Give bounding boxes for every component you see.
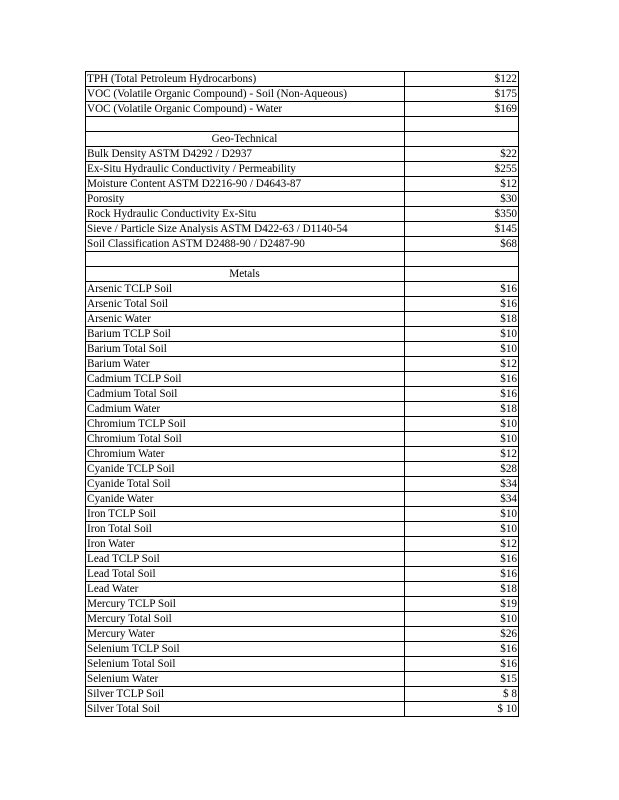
item-name: Arsenic Total Soil [87,298,169,310]
cell-border-right [518,432,519,447]
cell-border-left [85,252,86,267]
cell-border-mid [404,222,405,237]
cell-border-left [85,687,86,702]
cell-border-mid [404,702,405,717]
cell-border-left [85,87,86,102]
cell-border-left [85,237,86,252]
cell-border-mid [404,267,405,282]
cell-border-right [518,327,519,342]
item-price: $10 [500,418,517,430]
table-row [85,537,519,552]
item-price: $68 [500,238,517,250]
cell-border-right [518,402,519,417]
cell-border-mid [404,477,405,492]
item-price: $16 [500,388,517,400]
cell-border-mid [404,87,405,102]
table-row [85,357,519,372]
item-price: $10 [500,433,517,445]
cell-border-right [518,522,519,537]
cell-border-right [518,417,519,432]
table-row [85,402,519,417]
item-name: Bulk Density ASTM D4292 / D2937 [87,148,253,160]
item-name: Silver TCLP Soil [87,688,165,700]
cell-border-right [518,147,519,162]
cell-border-right [518,447,519,462]
cell-border-mid [404,357,405,372]
cell-border-left [85,417,86,432]
cell-border-left [85,657,86,672]
table-row [85,192,519,207]
cell-border-right [518,297,519,312]
table-row [85,582,519,597]
item-price: $12 [500,178,517,190]
cell-border-mid [404,462,405,477]
cell-border-left [85,582,86,597]
item-name: Barium Water [87,358,150,370]
item-name: Cadmium Total Soil [87,388,178,400]
cell-border-left [85,117,86,132]
cell-border-left [85,222,86,237]
table-row [85,522,519,537]
cell-border-left [85,162,86,177]
item-name: Barium Total Soil [87,343,167,355]
table-row [85,492,519,507]
cell-border-mid [404,642,405,657]
cell-border-mid [404,237,405,252]
item-name: Chromium TCLP Soil [87,418,186,430]
cell-border-mid [404,402,405,417]
table-row [85,447,519,462]
cell-border-right [518,477,519,492]
item-price: $18 [500,403,517,415]
cell-border-mid [404,192,405,207]
table-row [85,327,519,342]
cell-border-left [85,477,86,492]
cell-border-right [518,687,519,702]
cell-border-left [85,357,86,372]
item-price: $16 [500,283,517,295]
cell-border-left [85,402,86,417]
cell-border-left [85,327,86,342]
item-price: $10 [500,508,517,520]
item-name: Chromium Total Soil [87,433,182,445]
table-row [85,147,519,162]
cell-border-mid [404,447,405,462]
table-row [85,312,519,327]
cell-border-mid [404,177,405,192]
cell-border-mid [404,582,405,597]
item-name: Porosity [87,193,125,205]
item-name: Cadmium Water [87,403,161,415]
item-price: $30 [500,193,517,205]
cell-border-right [518,597,519,612]
item-name: Iron TCLP Soil [87,508,156,520]
cell-border-left [85,642,86,657]
cell-border-right [518,507,519,522]
item-name: VOC (Volatile Organic Compound) - Water [87,103,283,115]
item-price: $16 [500,658,517,670]
cell-border-mid [404,297,405,312]
item-name: Ex-Situ Hydraulic Conductivity / Permeability [87,163,296,175]
item-price: $350 [494,208,517,220]
cell-border-right [518,132,519,147]
cell-border-right [518,582,519,597]
cell-border-left [85,432,86,447]
cell-border-right [518,672,519,687]
cell-border-right [518,117,519,132]
table-row [85,702,519,717]
item-name: Moisture Content ASTM D2216-90 / D4643-87 [87,178,302,190]
item-name: Barium TCLP Soil [87,328,171,340]
cell-border-right [518,612,519,627]
cell-border-mid [404,627,405,642]
table-row [85,237,519,252]
item-name: Arsenic TCLP Soil [87,283,173,295]
table-row [85,342,519,357]
cell-border-right [518,87,519,102]
cell-border-mid [404,312,405,327]
item-name: Selenium TCLP Soil [87,643,180,655]
cell-border-right [518,627,519,642]
item-price: $16 [500,553,517,565]
item-price: $10 [500,328,517,340]
table-row [85,642,519,657]
cell-border-right [518,462,519,477]
cell-border-left [85,372,86,387]
item-price: $16 [500,373,517,385]
item-price: $16 [500,298,517,310]
item-name: Cyanide Water [87,493,154,505]
cell-border-left [85,597,86,612]
item-price: $12 [500,358,517,370]
cell-border-mid [404,132,405,147]
cell-border-left [85,702,86,717]
table-row [85,477,519,492]
cell-border-left [85,387,86,402]
cell-border-mid [404,387,405,402]
item-name: Silver Total Soil [87,703,160,715]
table-row [85,432,519,447]
table-row [85,567,519,582]
blank-row [85,117,519,132]
cell-border-mid [404,567,405,582]
cell-border-right [518,492,519,507]
cell-border-mid [404,507,405,522]
cell-border-left [85,522,86,537]
table-row [85,207,519,222]
price-table [85,71,519,717]
cell-border-left [85,102,86,117]
table-row [85,87,519,102]
price-table-rows [85,71,519,717]
cell-border-right [518,537,519,552]
cell-border-mid [404,432,405,447]
table-row [85,507,519,522]
item-name: Lead Water [87,583,139,595]
cell-border-right [518,657,519,672]
item-price: $169 [494,103,517,115]
item-price: $ 8 [503,688,517,700]
cell-border-right [518,252,519,267]
cell-border-right [518,162,519,177]
cell-border-left [85,507,86,522]
item-price: $22 [500,148,517,160]
item-name: Mercury Total Soil [87,613,172,625]
table-row [85,627,519,642]
item-price: $16 [500,568,517,580]
cell-border-right [518,222,519,237]
cell-border-left [85,447,86,462]
item-price: $122 [494,73,517,85]
cell-border-right [518,267,519,282]
table-row [85,162,519,177]
cell-border-left [85,177,86,192]
item-name: Mercury Water [87,628,155,640]
item-name: Soil Classification ASTM D2488-90 / D2487-90 [87,238,305,250]
table-row [85,372,519,387]
cell-border-right [518,177,519,192]
section-heading-row [85,267,519,282]
item-price: $28 [500,463,517,475]
item-name: Selenium Total Soil [87,658,176,670]
table-row [85,462,519,477]
cell-border-mid [404,657,405,672]
table-row [85,417,519,432]
section-heading-row [85,132,519,147]
item-name: Chromium Water [87,448,165,460]
item-price: $18 [500,313,517,325]
section-title: Metals [229,268,260,280]
table-row [85,297,519,312]
table-row [85,672,519,687]
cell-border-left [85,627,86,642]
item-price: $ 10 [497,703,517,715]
table-row [85,72,519,87]
cell-border-right [518,72,519,87]
cell-border-mid [404,207,405,222]
table-row [85,222,519,237]
item-price: $15 [500,673,517,685]
cell-border-left [85,147,86,162]
item-price: $16 [500,643,517,655]
cell-border-mid [404,417,405,432]
item-price: $12 [500,448,517,460]
cell-border-left [85,672,86,687]
item-name: Arsenic Water [87,313,151,325]
table-row [85,612,519,627]
cell-border-left [85,207,86,222]
item-name: Lead TCLP Soil [87,553,160,565]
cell-border-right [518,102,519,117]
table-row [85,282,519,297]
table-row [85,552,519,567]
table-row [85,687,519,702]
cell-border-left [85,342,86,357]
item-name: Cyanide Total Soil [87,478,171,490]
item-name: Cadmium TCLP Soil [87,373,182,385]
cell-border-mid [404,522,405,537]
cell-border-mid [404,687,405,702]
cell-border-mid [404,327,405,342]
cell-border-right [518,387,519,402]
cell-border-right [518,567,519,582]
item-name: Selenium Water [87,673,159,685]
cell-border-left [85,282,86,297]
cell-border-left [85,312,86,327]
blank-row [85,252,519,267]
cell-border-mid [404,147,405,162]
item-price: $34 [500,478,517,490]
cell-border-mid [404,162,405,177]
item-price: $19 [500,598,517,610]
cell-border-mid [404,342,405,357]
cell-border-right [518,312,519,327]
cell-border-left [85,567,86,582]
section-title: Geo-Technical [211,133,278,145]
cell-border-left [85,462,86,477]
item-price: $34 [500,493,517,505]
cell-border-right [518,342,519,357]
cell-border-right [518,207,519,222]
item-name: Iron Total Soil [87,523,152,535]
cell-border-mid [404,537,405,552]
cell-border-mid [404,372,405,387]
cell-border-left [85,192,86,207]
item-name: TPH (Total Petroleum Hydrocarbons) [87,73,257,85]
cell-border-left [85,297,86,312]
cell-border-mid [404,672,405,687]
cell-border-left [85,537,86,552]
item-price: $145 [494,223,517,235]
item-price: $18 [500,583,517,595]
cell-border-right [518,552,519,567]
cell-border-left [85,552,86,567]
cell-border-mid [404,597,405,612]
item-name: Rock Hydraulic Conductivity Ex-Situ [87,208,257,220]
cell-border-mid [404,117,405,132]
cell-border-left [85,492,86,507]
table-row [85,387,519,402]
cell-border-right [518,237,519,252]
table-row [85,657,519,672]
cell-border-mid [404,102,405,117]
item-price: $175 [494,88,517,100]
cell-border-right [518,372,519,387]
item-price: $10 [500,613,517,625]
item-price: $10 [500,343,517,355]
cell-border-right [518,282,519,297]
item-name: Sieve / Particle Size Analysis ASTM D422-63 / D1140-54 [87,223,348,235]
cell-border-mid [404,282,405,297]
cell-border-right [518,642,519,657]
cell-border-mid [404,492,405,507]
item-name: Mercury TCLP Soil [87,598,176,610]
table-row [85,102,519,117]
item-name: VOC (Volatile Organic Compound) - Soil (Non-Aqueous) [87,88,347,100]
item-price: $12 [500,538,517,550]
item-price: $255 [494,163,517,175]
item-name: Cyanide TCLP Soil [87,463,175,475]
cell-border-left [85,612,86,627]
cell-border-right [518,702,519,717]
item-price: $10 [500,523,517,535]
item-name: Iron Water [87,538,135,550]
cell-border-mid [404,252,405,267]
table-row [85,177,519,192]
cell-border-mid [404,612,405,627]
cell-border-right [518,192,519,207]
cell-border-right [518,357,519,372]
cell-border-mid [404,552,405,567]
item-price: $26 [500,628,517,640]
cell-border-mid [404,72,405,87]
item-name: Lead Total Soil [87,568,156,580]
cell-border-left [85,72,86,87]
table-row [85,597,519,612]
